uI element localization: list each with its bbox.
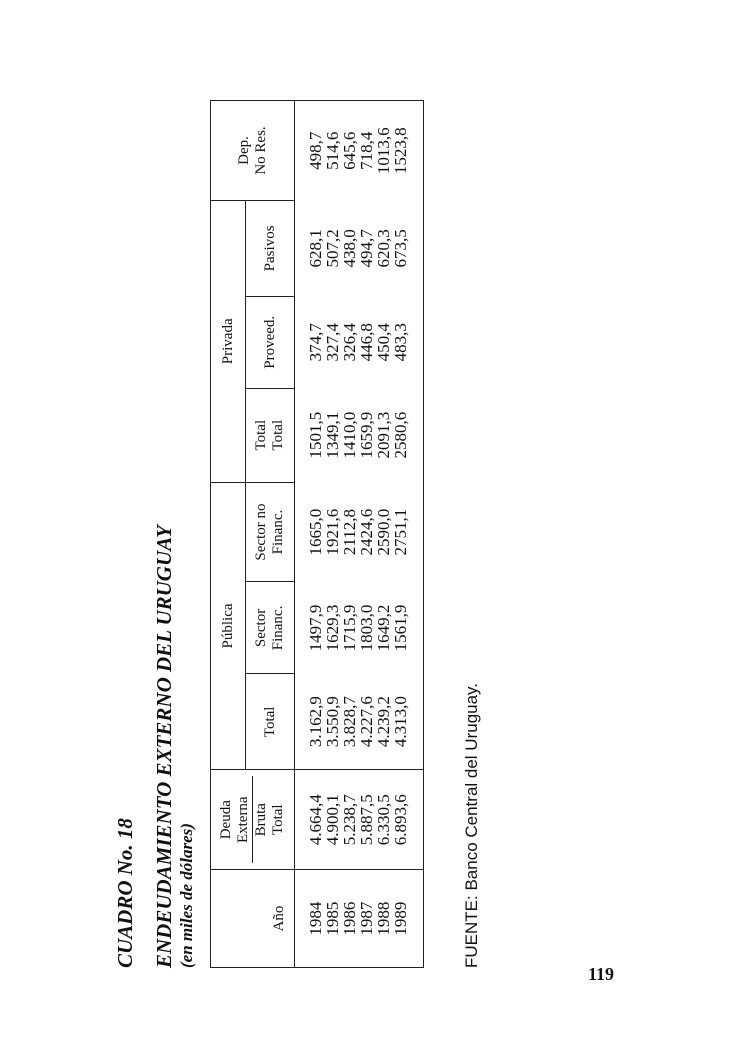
- table-body: [295, 101, 424, 968]
- cell-priv-proveed: 327,4: [323, 323, 342, 362]
- cell-priv-pasivos: 494,7: [357, 229, 376, 268]
- cell-priv-total: 1659,9: [357, 411, 376, 459]
- cell-year: 1989: [392, 870, 424, 968]
- rotated-page-content: [108, 100, 608, 980]
- header-priv-proveed: Proveed.: [246, 296, 295, 388]
- cell-pub-nofin: 2751,1: [391, 508, 410, 556]
- table-row: [358, 101, 375, 968]
- header-priv-total-line2: Total: [270, 419, 286, 451]
- table-row: [375, 101, 392, 968]
- header-deuda-line3: Bruta: [253, 803, 269, 837]
- cell-deuda: 4.900,1: [324, 770, 341, 870]
- header-pub-sector-fin-line2: Financ.: [270, 605, 286, 651]
- cell-priv-proveed: 446,8: [357, 323, 376, 362]
- cell-priv-proveed: 326,4: [340, 323, 359, 362]
- cell-year: 1988: [375, 870, 392, 968]
- debt-table: [210, 100, 424, 968]
- cell-priv-total: 2091,3: [374, 411, 393, 459]
- cell-pub-fin: 1561,9: [391, 604, 410, 652]
- header-pub-total: Total: [246, 674, 295, 770]
- header-pub-sector-fin-line1: Sector: [253, 608, 269, 648]
- header-deuda-line2: Externa: [235, 776, 253, 863]
- cell-priv-pasivos: 673,5: [391, 229, 410, 268]
- cell-dep: 645,6: [340, 131, 359, 170]
- cell-priv-total: 2580,6: [391, 411, 410, 459]
- cell-pub-total: 3.550,9: [323, 696, 342, 748]
- cell-priv-pasivos: 628,1: [306, 229, 325, 268]
- header-priv-total: [246, 388, 295, 482]
- cell-priv-proveed: 374,7: [306, 323, 325, 362]
- header-deuda: [211, 770, 295, 870]
- cell-year: 1985: [324, 870, 341, 968]
- cell-pub-nofin: 2590,0: [374, 508, 393, 556]
- cell-dep: 1523,8: [391, 127, 410, 175]
- cell-priv-total: 1410,0: [340, 411, 359, 459]
- table-row: [392, 101, 424, 968]
- cell-deuda: 4.664,4: [295, 770, 325, 870]
- header-pub-sector-fin: [246, 582, 295, 674]
- cell-pub-fin: 1629,3: [323, 604, 342, 652]
- header-priv-total-line1: Total: [253, 419, 269, 451]
- page-number: 119: [588, 964, 615, 984]
- cell-deuda: 5.238,7: [341, 770, 358, 870]
- cell-pub-fin: 1649,2: [374, 604, 393, 652]
- debt-table-container: [210, 100, 442, 968]
- cell-year: 1987: [358, 870, 375, 968]
- cell-pub-nofin: 2112,8: [340, 509, 359, 556]
- cell-pub-fin: 1803,0: [357, 604, 376, 652]
- header-dep: [211, 101, 295, 201]
- cell-priv-proveed: 450,4: [374, 323, 393, 362]
- cell-priv-pasivos: 507,2: [323, 229, 342, 268]
- header-privada: Privada: [211, 200, 246, 482]
- cell-deuda: 5.887,5: [358, 770, 375, 870]
- cell-pub-fin: 1497,9: [306, 604, 325, 652]
- cell-year: 1984: [295, 870, 325, 968]
- table-title: ENDEUDAMIENTO EXTERNO DEL URUGUAY: [152, 525, 176, 968]
- cell-deuda: 6.330,5: [375, 770, 392, 870]
- cell-pub-nofin: 1921,6: [323, 508, 342, 556]
- cell-pub-total: 4.227,6: [357, 696, 376, 748]
- header-pub-sector-nofin: [246, 482, 295, 582]
- cell-pub-total: 3.828,7: [340, 696, 359, 748]
- table-row: [341, 101, 358, 968]
- table-row: [295, 101, 325, 968]
- header-dep-line1: Dep.: [235, 136, 252, 165]
- cell-pub-nofin: 2424,6: [357, 508, 376, 556]
- header-deuda-line1: Deuda: [218, 800, 234, 840]
- table-row: [324, 101, 341, 968]
- cell-pub-nofin: 1665,0: [306, 508, 325, 556]
- header-ano-label: Año: [271, 905, 287, 932]
- header-priv-pasivos: Pasivos: [246, 200, 295, 296]
- cell-priv-total: 1501,5: [306, 411, 325, 459]
- header-deuda-line4: Total: [270, 804, 286, 836]
- cell-dep: 1013,6: [374, 127, 393, 175]
- cell-priv-proveed: 483,3: [391, 323, 410, 362]
- table-subtitle: (en miles de dólares): [177, 823, 196, 968]
- cell-priv-pasivos: 620,3: [374, 229, 393, 268]
- header-publica: Pública: [211, 482, 246, 770]
- header-dep-line2: No Res.: [252, 126, 269, 175]
- source-note: FUENTE: Banco Central del Uruguay.: [462, 682, 481, 968]
- cell-priv-pasivos: 438,0: [340, 229, 359, 268]
- cell-pub-total: 3.162,9: [306, 696, 325, 748]
- cell-deuda: 6.893,6: [392, 770, 424, 870]
- header-pub-sector-nofin-line2: Financ.: [270, 509, 286, 555]
- cell-pub-total: 4.313,0: [391, 696, 410, 748]
- table-label: CUADRO No. 18: [113, 818, 137, 968]
- cell-pub-fin: 1715,9: [340, 604, 359, 652]
- cell-year: 1986: [341, 870, 358, 968]
- header-pub-sector-nofin-line1: Sector no: [253, 503, 269, 561]
- cell-priv-total: 1349,1: [323, 411, 342, 459]
- cell-dep: 514,6: [323, 131, 342, 170]
- cell-dep: 498,7: [306, 131, 325, 170]
- cell-pub-total: 4.239,2: [374, 696, 393, 748]
- cell-dep: 718,4: [357, 131, 376, 170]
- header-ano: [211, 870, 295, 968]
